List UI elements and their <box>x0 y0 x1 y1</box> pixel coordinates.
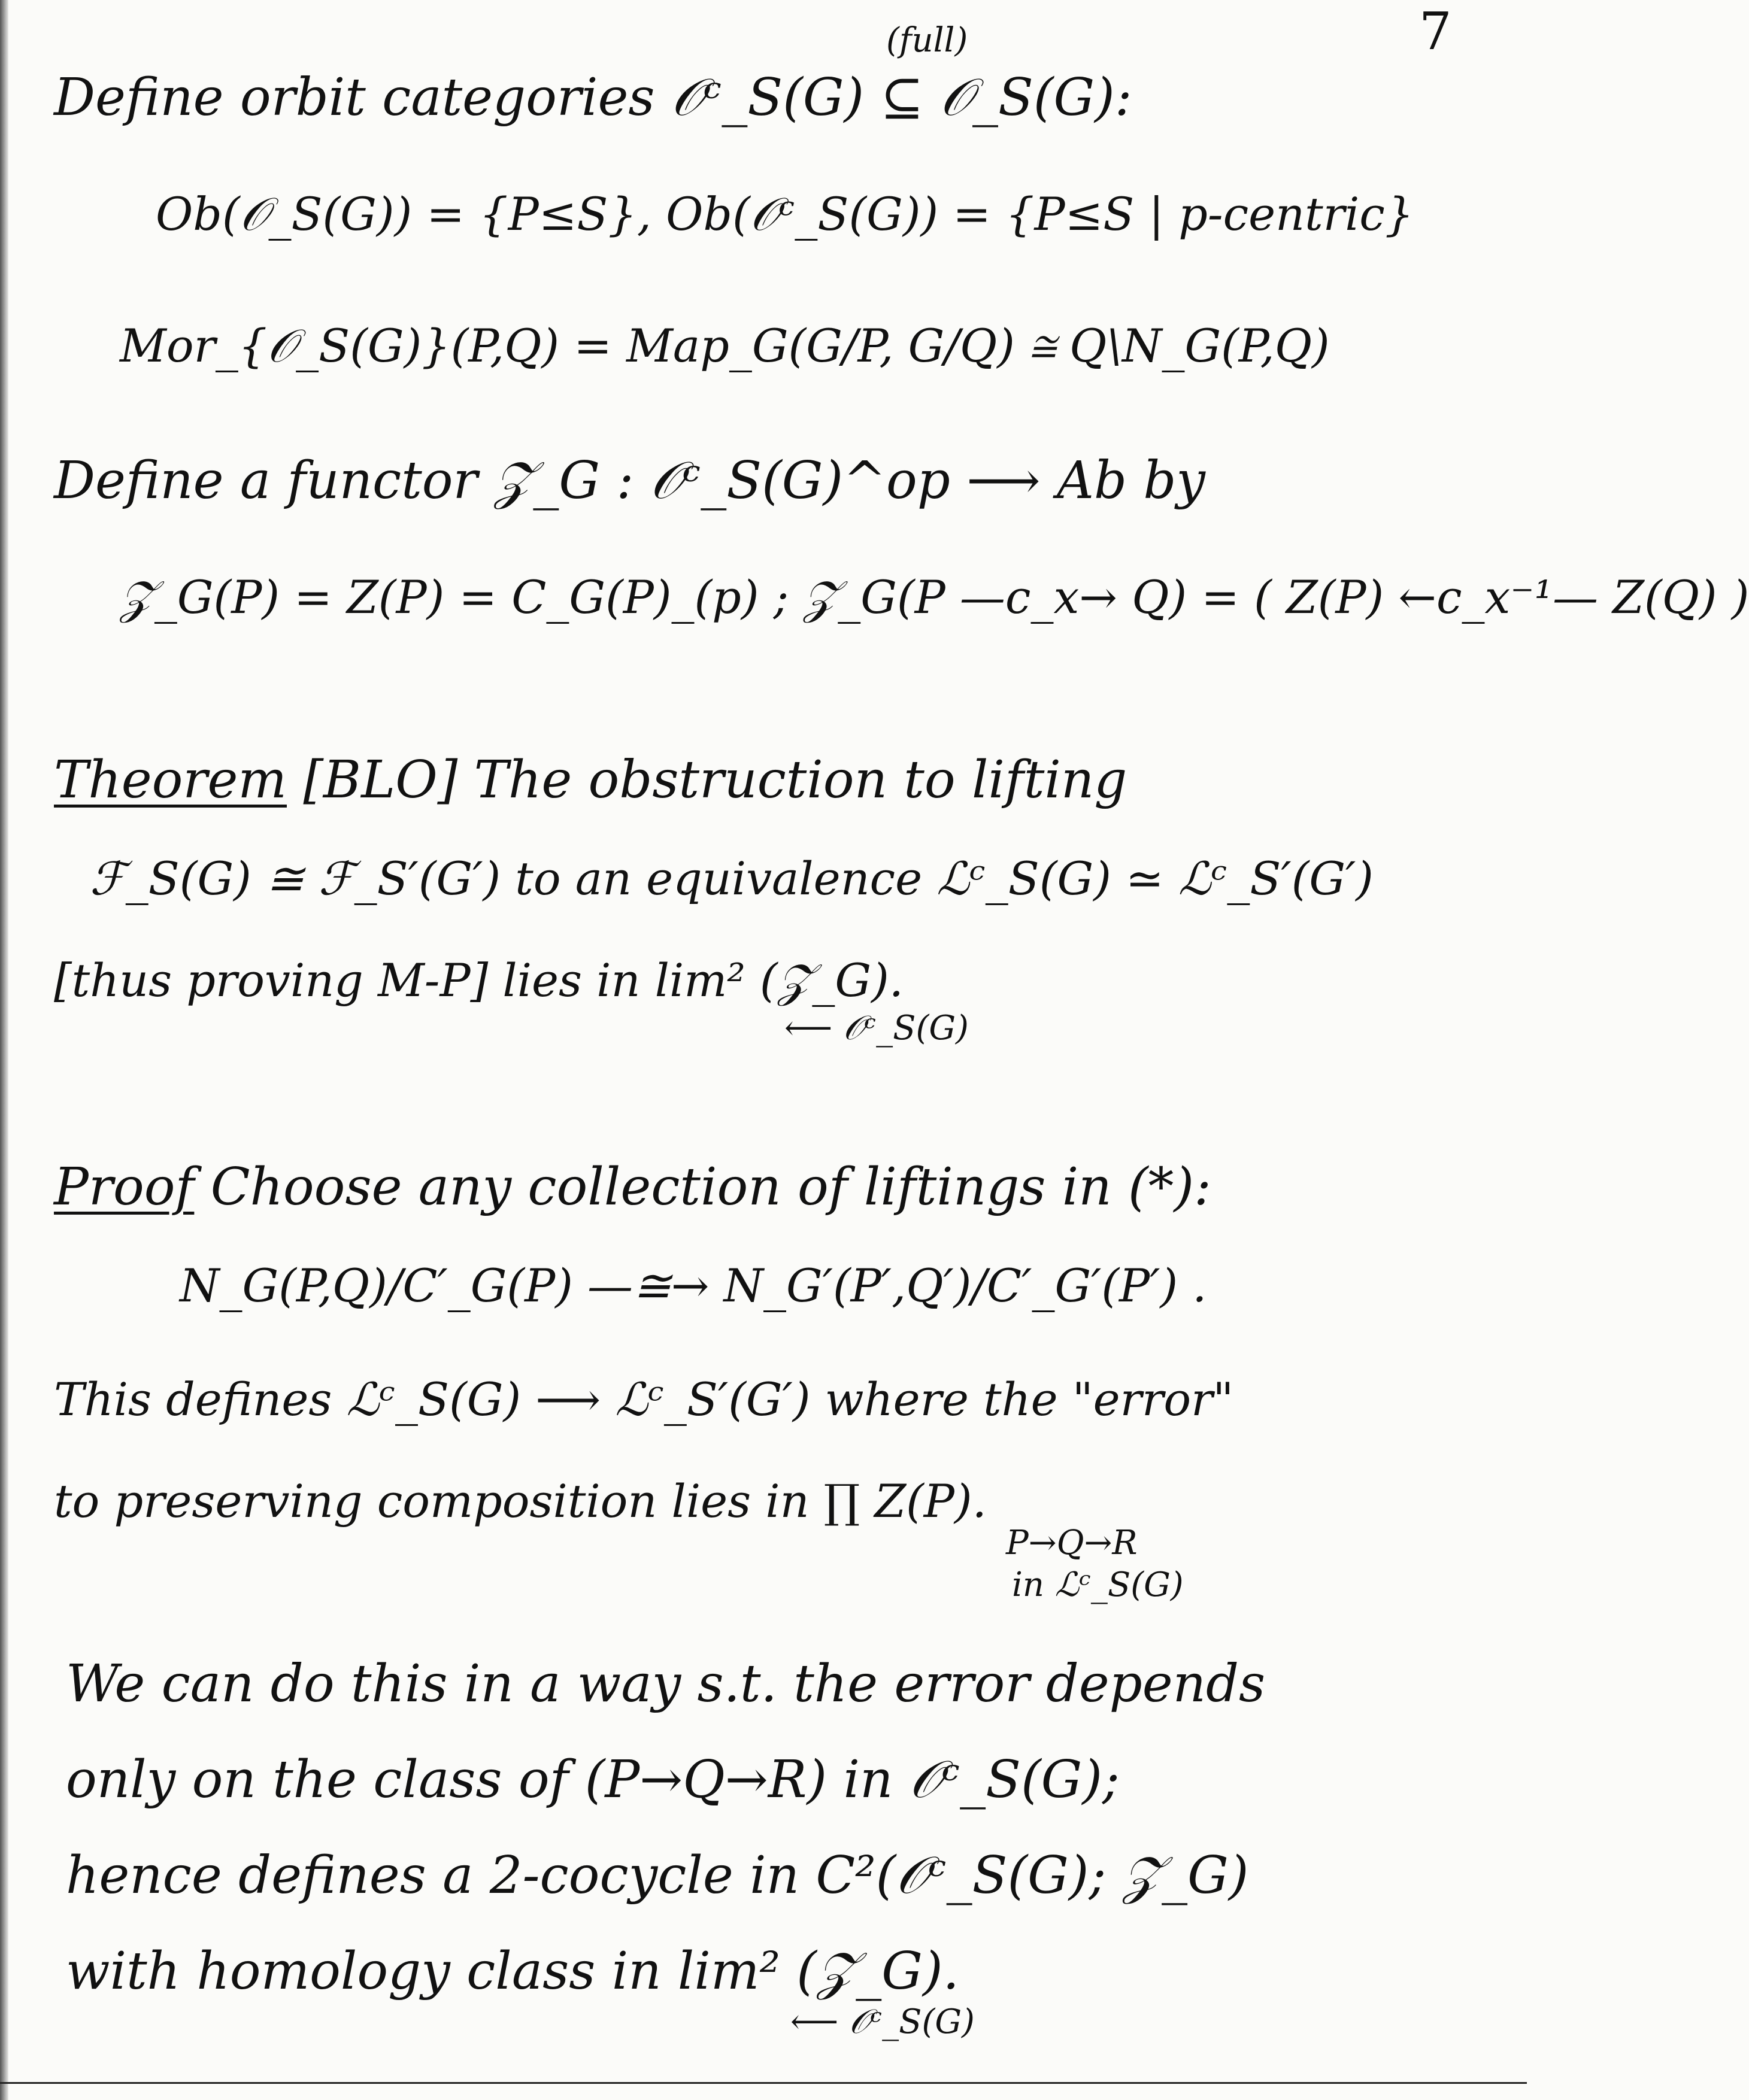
product-subscript-1: P→Q→R <box>1006 1524 1138 1562</box>
proof-line-3: This defines ℒᶜ_S(G) ⟶ ℒᶜ_S′(G′) where the "error" <box>54 1373 1234 1426</box>
proof-heading <box>54 1157 1212 1217</box>
proof-line-1: Choose any collection of liftings in (*): <box>210 1157 1212 1217</box>
proof-line-4: to preserving composition lies in ∏ Z(P). <box>54 1474 987 1528</box>
theorem-line-2: ℱ_S(G) ≅ ℱ_S′(G′) to an equivalence ℒᶜ_S(G) ≃ ℒᶜ_S′(G′) <box>90 852 1374 905</box>
functor-formula: 𝒵_G(P) = Z(P) = C_G(P)_(p) ; 𝒵_G(P —c_x→ Q) = ( Z(P) ←c_x⁻¹— Z(Q) ) <box>120 570 1749 624</box>
product-subscript-2: in ℒᶜ_S(G) <box>1012 1565 1184 1604</box>
theorem-line-3: [thus proving M-P] lies in lim² (𝒵_G). <box>54 954 904 1007</box>
closing-line-1: We can do this in a way s.t. the error depends <box>66 1654 1266 1714</box>
scan-left-edge <box>0 0 8 2100</box>
theorem-label: Theorem <box>54 750 287 810</box>
closing-limit-subscript: ⟵ 𝒪ᶜ_S(G) <box>790 2002 975 2041</box>
scan-bottom-rule <box>0 2082 1527 2084</box>
closing-line-3: hence defines a 2-cocycle in C²(𝒪ᶜ_S(G); 𝒵_G) <box>66 1846 1249 1905</box>
page-tag: (full) <box>886 21 968 60</box>
orbit-definition: Define orbit categories 𝒪ᶜ_S(G) ⊆ 𝒪_S(G): <box>54 68 1132 128</box>
objects-line: Ob(𝒪_S(G)) = {P≤S}, Ob(𝒪ᶜ_S(G)) = {P≤S | p-centric} <box>156 187 1414 241</box>
closing-line-2: only on the class of (P→Q→R) in 𝒪ᶜ_S(G); <box>66 1750 1120 1810</box>
theorem-line-1: [BLO] The obstruction to lifting <box>303 750 1127 810</box>
theorem-limit-subscript: ⟵ 𝒪ᶜ_S(G) <box>784 1009 969 1048</box>
theorem-heading <box>54 750 1127 810</box>
proof-line-2: N_G(P,Q)/C′_G(P) —≅→ N_G′(P′,Q′)/C′_G′(P′) . <box>180 1259 1207 1312</box>
page-number: 7 <box>1419 2 1452 62</box>
functor-definition: Define a functor 𝒵_G : 𝒪ᶜ_S(G)^op ⟶ Ab by <box>54 451 1205 511</box>
morphisms-line: Mor_{𝒪_S(G)}(P,Q) = Map_G(G/P, G/Q) ≅ Q\N_G(P,Q) <box>120 319 1330 372</box>
closing-line-4: with homology class in lim² (𝒵_G). <box>66 1941 959 2001</box>
proof-label: Proof <box>54 1157 195 1217</box>
